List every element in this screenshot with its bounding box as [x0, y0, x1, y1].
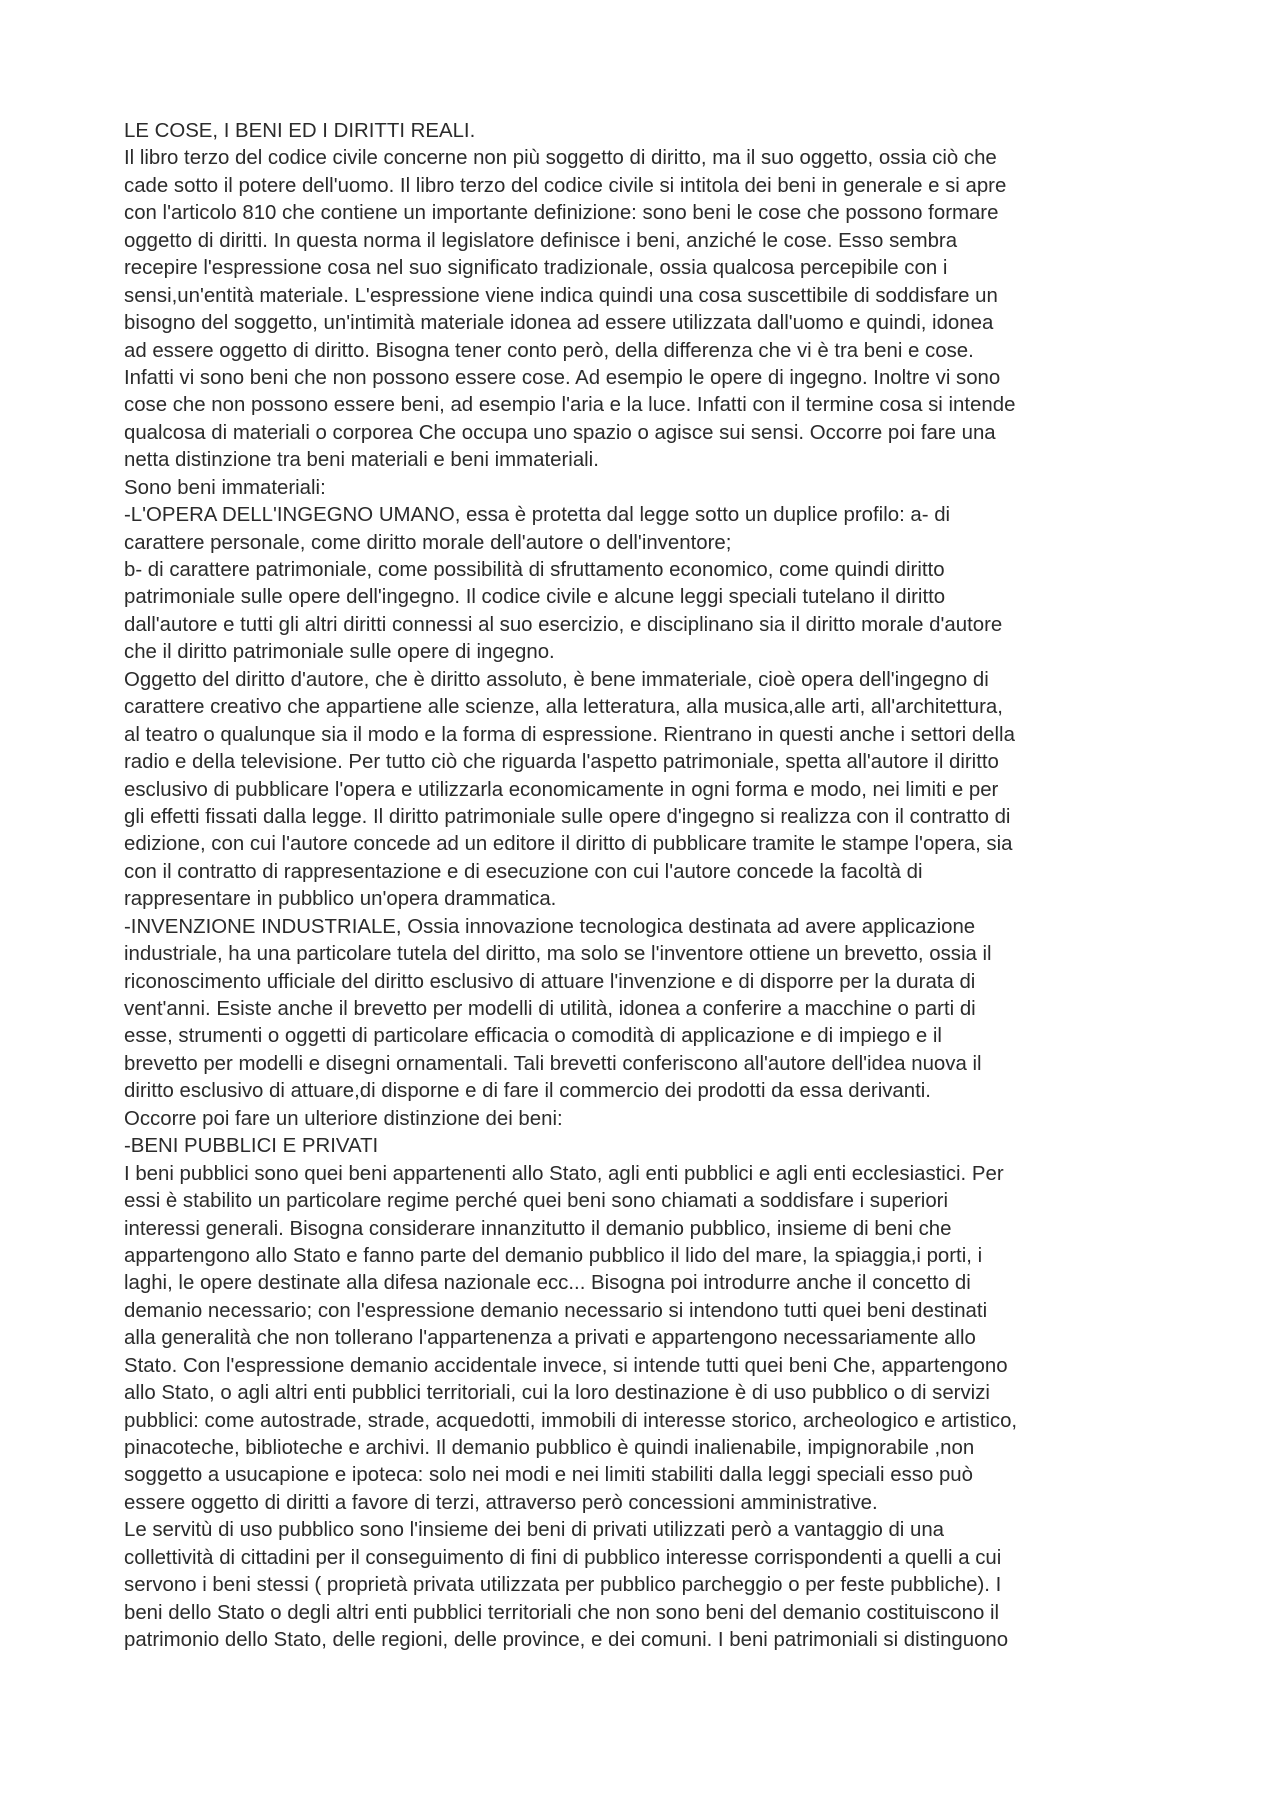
text-line: vent'anni. Esiste anche il brevetto per modelli di utilità, idonea a conferire a macchine o parti di: [124, 998, 976, 1020]
document-title: LE COSE, I BENI ED I DIRITTI REALI.: [124, 120, 476, 142]
text-line: pinacoteche, biblioteche e archivi. Il demanio pubblico è quindi inalienabile, impignorabile ,non: [124, 1437, 975, 1459]
text-line: esclusivo di pubblicare l'opera e utilizzarla economicamente in ogni forma e modo, nei limiti e per: [124, 778, 999, 801]
text-line: essere oggetto di diritti a favore di terzi, attraverso però concessioni amministrative.: [124, 1491, 878, 1514]
text-line: dall'autore e tutti gli altri diritti connessi al suo esercizio, e disciplinano sia il diritto morale d'autore: [124, 613, 1003, 636]
text-line: qualcosa di materiali o corporea Che occupa uno spazio o agisce sui sensi. Occorre poi fare una: [124, 421, 996, 444]
text-line: radio e della televisione. Per tutto ciò che riguarda l'aspetto patrimoniale, spetta all'autore il diritto: [124, 751, 999, 774]
text-line: bisogno del soggetto, un'intimità materiale idonea ad essere utilizzata dall'uomo e quindi, idonea: [124, 312, 994, 335]
text-line: -L'OPERA DELL'INGEGNO UMANO, essa è protetta dal legge sotto un duplice profilo: a- di: [124, 504, 951, 527]
text-line: -INVENZIONE INDUSTRIALE, Ossia innovazione tecnologica destinata ad avere applicazione: [124, 915, 976, 938]
text-line: patrimonio dello Stato, delle regioni, delle province, e dei comuni. I beni patrimoniali si distinguono: [124, 1629, 1009, 1652]
text-line: riconoscimento ufficiale del diritto esclusivo di attuare l'invenzione e di disporre per la durata di: [124, 970, 976, 993]
text-line: demanio necessario; con l'espressione demanio necessario si intendono tutti quei beni destinati: [124, 1299, 988, 1322]
text-line: rappresentare in pubblico un'opera drammatica.: [124, 888, 557, 911]
text-line: pubblici: come autostrade, strade, acquedotti, immobili di interesse storico, archeologico e artistico,: [124, 1409, 1018, 1432]
text-line: essi è stabilito un particolare regime perché quei beni sono chiamati a soddisfare i superiori: [124, 1190, 948, 1213]
text-line: ad essere oggetto di diritto. Bisogna tener conto però, della differenza che vi è tra beni e cose.: [124, 339, 974, 362]
text-line: cose che non possono essere beni, ad esempio l'aria e la luce. Infatti con il termine cosa si intende: [124, 394, 1016, 417]
text-line: appartengono allo Stato e fanno parte del demanio pubblico il lido del mare, la spiaggia,i porti, i: [124, 1244, 983, 1267]
text-line: al teatro o qualunque sia il modo e la forma di espressione. Rientrano in questi anche i settori della: [124, 723, 1015, 746]
text-line: soggetto a usucapione e ipoteca: solo nei modi e nei limiti stabiliti dalla leggi speciali esso può: [124, 1464, 973, 1487]
text-line: servono i beni stessi ( proprietà privata utilizzata per pubblico parcheggio o per feste pubbliche). I: [124, 1574, 1002, 1597]
text-line: allo Stato, o agli altri enti pubblici territoriali, cui la loro destinazione è di uso pubblico o di servizi: [124, 1382, 990, 1405]
text-line: interessi generali. Bisogna considerare innanzitutto il demanio pubblico, insieme di beni che: [124, 1217, 952, 1240]
text-line: Sono beni immateriali:: [124, 476, 326, 499]
text-line: edizione, con cui l'autore concede ad un editore il diritto di pubblicare tramite le stampe l'opera, sia: [124, 833, 1013, 856]
text-line: brevetto per modelli e disegni ornamentali. Tali brevetti conferiscono all'autore dell'idea nuova il: [124, 1052, 982, 1075]
text-line: laghi, le opere destinate alla difesa nazionale ecc... Bisogna poi introdurre anche il concetto di: [124, 1272, 971, 1295]
text-line: diritto esclusivo di attuare,di disporne e di fare il commercio dei prodotti da essa derivanti.: [124, 1080, 931, 1103]
text-line: patrimoniale sulle opere dell'ingegno. Il codice civile e alcune leggi speciali tutelano il diritto: [124, 586, 946, 609]
text-line: Occorre poi fare un ulteriore distinzione dei beni:: [124, 1107, 563, 1130]
text-line: beni dello Stato o degli altri enti pubblici territoriali che non sono beni del demanio costituiscono il: [124, 1601, 1000, 1624]
text-line: Il libro terzo del codice civile concerne non più soggetto di diritto, ma il suo oggetto, ossia ciò che: [124, 147, 997, 170]
text-line: cade sotto il potere dell'uomo. Il libro terzo del codice civile si intitola dei beni in generale e si apre: [124, 174, 1007, 197]
text-line: alla generalità che non tollerano l'appartenenza a privati e appartengono necessariamente allo: [124, 1327, 976, 1350]
text-line: recepire l'espressione cosa nel suo significato tradizionale, ossia qualcosa percepibile con i: [124, 257, 948, 280]
text-line: con l'articolo 810 che contiene un importante definizione: sono beni le cose che possono formare: [124, 202, 999, 225]
text-line: I beni pubblici sono quei beni appartenenti allo Stato, agli enti pubblici e agli enti ecclesiastici. Per: [124, 1162, 1004, 1185]
text-line: gli effetti fissati dalla legge. Il diritto patrimoniale sulle opere d'ingegno si realizza con il contratto di: [124, 805, 1011, 828]
text-line: che il diritto patrimoniale sulle opere di ingegno.: [124, 641, 555, 664]
text-line: Le servitù di uso pubblico sono l'insieme dei beni di privati utilizzati però a vantaggio di una: [124, 1519, 945, 1542]
document-page: [124, 118, 1176, 1655]
text-line: Stato. Con l'espressione demanio accidentale invece, si intende tutti quei beni Che, appartengono: [124, 1354, 1008, 1377]
text-line: oggetto di diritti. In questa norma il legislatore definisce i beni, anziché le cose. Esso sembra: [124, 229, 958, 252]
text-line: Infatti vi sono beni che non possono essere cose. Ad esempio le opere di ingegno. Inoltre vi sono: [124, 366, 1001, 389]
text-line: esse, strumenti o oggetti di particolare efficacia o comodità di applicazione e di impiego e il: [124, 1025, 942, 1048]
text-line: Oggetto del diritto d'autore, che è diritto assoluto, è bene immateriale, cioè opera dell'ingegno di: [124, 668, 989, 691]
text-line: con il contratto di rappresentazione e di esecuzione con cui l'autore concede la facoltà di: [124, 860, 923, 883]
text-line: netta distinzione tra beni materiali e beni immateriali.: [124, 449, 599, 472]
text-line: -BENI PUBBLICI E PRIVATI: [124, 1135, 379, 1158]
text-line: sensi,un'entità materiale. L'espressione viene indica quindi una cosa suscettibile di soddisfare un: [124, 284, 998, 307]
text-line: carattere creativo che appartiene alle scienze, alla letteratura, alla musica,alle arti, all'architettura,: [124, 696, 1003, 719]
text-line: industriale, ha una particolare tutela del diritto, ma solo se l'inventore ottiene un brevetto, ossia il: [124, 943, 992, 966]
text-line: collettività di cittadini per il conseguimento di fini di pubblico interesse corrispondenti a quelli a cui: [124, 1546, 1002, 1569]
text-line: carattere personale, come diritto morale dell'autore o dell'inventore;: [124, 531, 732, 554]
text-line: b- di carattere patrimoniale, come possibilità di sfruttamento economico, come quindi diritto: [124, 559, 945, 581]
